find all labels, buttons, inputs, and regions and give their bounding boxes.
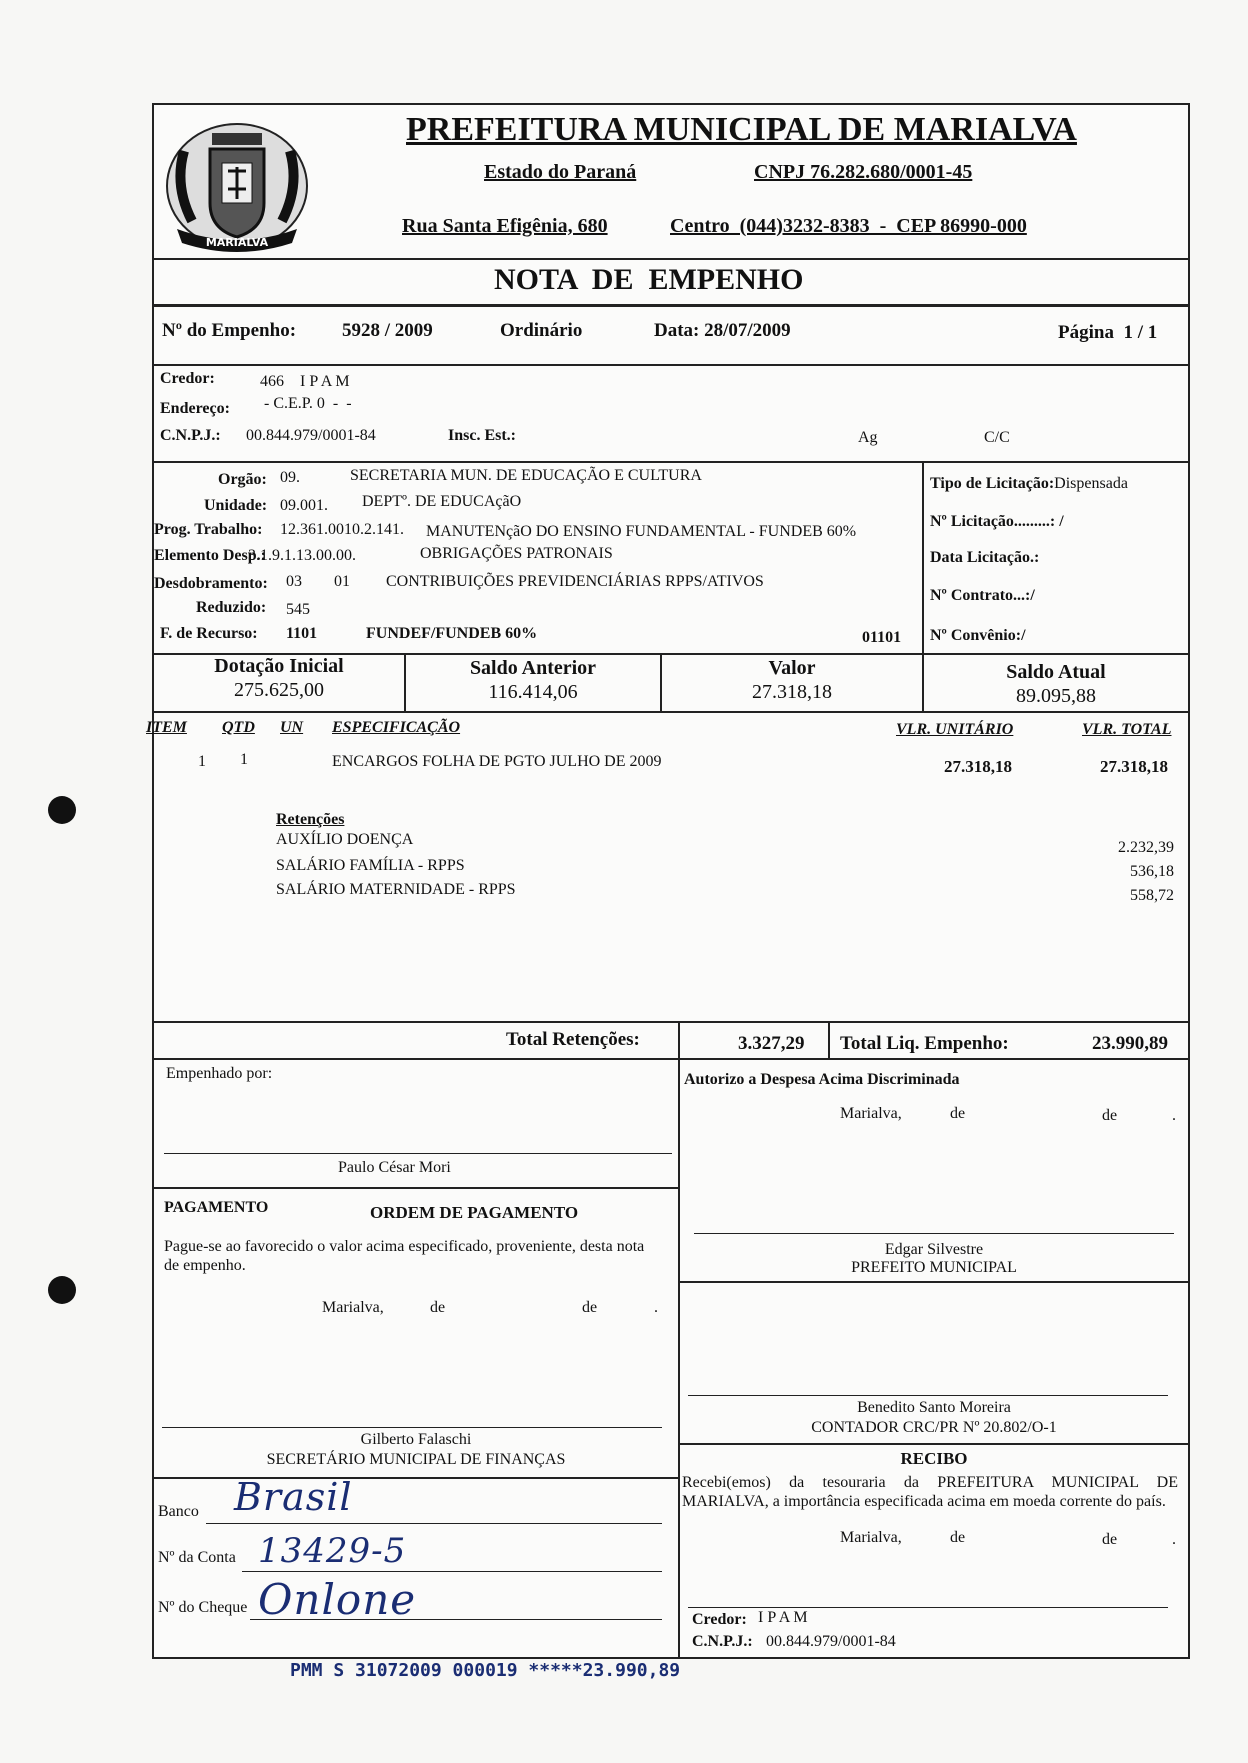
nota-de-empenho-form xyxy=(146,103,1190,1659)
coat-of-arms-logo xyxy=(162,111,312,261)
valor-value: 27.318,18 xyxy=(752,681,832,703)
prefeito-name: Edgar Silvestre xyxy=(884,1241,984,1258)
endereco-label: Endereço: xyxy=(160,400,230,417)
recurso-name: FUNDEF/FUNDEB 60% xyxy=(366,625,538,642)
recibo-credor-name: I P A M xyxy=(758,1609,808,1626)
reduzido-value: 545 xyxy=(286,601,310,618)
item-spec: ENCARGOS FOLHA DE PGTO JULHO DE 2009 xyxy=(332,753,662,770)
cnpj-value: 00.844.979/0001-84 xyxy=(246,427,376,444)
recurso-code: 1101 xyxy=(286,625,318,642)
unidade-code: 09.001. xyxy=(280,497,328,514)
num-convenio: Nº Convênio:/ xyxy=(930,627,1026,644)
desdobramento-code-2: 01 xyxy=(334,573,350,590)
conta-handwritten: 13429-5 xyxy=(258,1531,407,1571)
marialva-place: Marialva, xyxy=(322,1299,384,1316)
ordem-pagamento-label: ORDEM DE PAGAMENTO xyxy=(370,1203,579,1222)
item-qtd: 1 xyxy=(240,751,248,768)
hole-punch xyxy=(48,796,76,824)
desdobramento-name: CONTRIBUIÇÕES PREVIDENCIÁRIAS RPPS/ATIVOS xyxy=(386,573,764,590)
header-state: Estado do Paraná xyxy=(484,161,637,183)
secretario-title: SECRETÁRIO MUNICIPAL DE FINANÇAS xyxy=(266,1451,566,1468)
recibo-label: RECIBO xyxy=(900,1449,968,1468)
saldo-atual-value: 89.095,88 xyxy=(1016,685,1096,707)
autorizo-label: Autorizo a Despesa Acima Discriminada xyxy=(684,1071,960,1088)
recibo-cnpj-label: C.N.P.J.: xyxy=(692,1633,753,1650)
date-de: de xyxy=(1102,1107,1118,1124)
recurso-label: F. de Recurso: xyxy=(160,625,258,642)
unidade-name: DEPTº. DE EDUCAçãO xyxy=(362,493,522,510)
saldo-atual-label: Saldo Atual xyxy=(1006,661,1106,683)
data-licitacao: Data Licitação.: xyxy=(930,549,1040,566)
retencao-value: 558,72 xyxy=(1130,887,1174,904)
ag-label: Ag xyxy=(858,429,878,446)
prog-label: Prog. Trabalho: xyxy=(154,521,263,538)
desdobramento-label: Desdobramento: xyxy=(154,575,268,592)
item-number: 1 xyxy=(198,753,206,770)
hole-punch xyxy=(48,1276,76,1304)
prog-code: 12.361.0010.2.141. xyxy=(280,521,404,538)
conta-label: Nº da Conta xyxy=(158,1549,236,1566)
prog-name: MANUTENçãO DO ENSINO FUNDAMENTAL - FUNDEB 60% xyxy=(426,523,857,540)
empenho-number: 5928 / 2009 xyxy=(342,320,433,341)
credor-name: I P A M xyxy=(300,373,350,390)
num-licitacao: Nº Licitação.........: / xyxy=(930,513,1064,530)
header-address-rest: Centro (044)3232-8383 - CEP 86990-000 xyxy=(670,215,1027,237)
svg-text:MARIALVA: MARIALVA xyxy=(205,236,269,249)
saldo-anterior-value: 116.414,06 xyxy=(488,681,578,703)
date-de: de xyxy=(950,1529,966,1546)
saldo-anterior-label: Saldo Anterior xyxy=(469,657,597,679)
page-number: Página 1 / 1 xyxy=(1058,322,1158,343)
retencao-name: AUXÍLIO DOENÇA xyxy=(276,831,414,848)
orgao-code: 09. xyxy=(280,469,300,486)
credor-label: Credor: xyxy=(160,370,215,387)
unidade-label: Unidade: xyxy=(204,497,268,514)
item-unit-value: 27.318,18 xyxy=(944,757,1012,776)
header-address: Rua Santa Efigênia, 680 xyxy=(402,215,608,237)
col-un: UN xyxy=(280,719,304,736)
recibo-cnpj-value: 00.844.979/0001-84 xyxy=(766,1633,896,1650)
total-retencoes-value: 3.327,29 xyxy=(738,1033,805,1054)
date-de: de xyxy=(1102,1531,1118,1548)
banco-label: Banco xyxy=(158,1503,199,1520)
recurso-extra: 01101 xyxy=(862,629,902,646)
doc-title: NOTA DE EMPENHO xyxy=(494,263,804,296)
header-cnpj: CNPJ 76.282.680/0001-45 xyxy=(754,161,973,183)
elemento-code: 3.1.9.1.13.00.00. xyxy=(248,547,356,564)
marialva-place: Marialva, xyxy=(840,1529,902,1546)
cheque-label: Nº do Cheque xyxy=(158,1599,248,1616)
marialva-place: Marialva, xyxy=(840,1105,902,1122)
dotacao-inicial-value: 275.625,00 xyxy=(234,679,324,701)
elemento-label: Elemento Desp.: xyxy=(154,547,266,564)
contador-name: Benedito Santo Moreira xyxy=(857,1399,1011,1416)
empenho-label: Nº do Empenho: xyxy=(162,320,297,341)
pague-se-text: Pague-se ao favorecido o valor acima especificado, proveniente, desta nota de empenho. xyxy=(164,1238,645,1274)
col-vlr-total: VLR. TOTAL xyxy=(1082,721,1172,738)
num-contrato: Nº Contrato...:/ xyxy=(930,587,1035,604)
total-retencoes-label: Total Retenções: xyxy=(506,1029,640,1050)
banco-handwritten: Brasil xyxy=(234,1475,353,1519)
retencao-value: 2.232,39 xyxy=(1118,839,1174,856)
insc-label: Insc. Est.: xyxy=(448,427,517,444)
date-de: de xyxy=(950,1105,966,1122)
page-title: PREFEITURA MUNICIPAL DE MARIALVA xyxy=(406,111,1077,148)
recibo-credor-label: Credor: xyxy=(692,1611,747,1628)
orgao-name: SECRETARIA MUN. DE EDUCAÇÃO E CULTURA xyxy=(350,467,702,484)
dotacao-inicial-label: Dotação Inicial xyxy=(214,655,344,677)
tipo-licitacao-label: Tipo de Licitação:Dispensada xyxy=(930,475,1128,492)
recibo-text: Recebi(emos) da tesouraria da PREFEITURA MUNICIPAL DE MARIALVA, a importância especificada acima em moeda corrente do país. xyxy=(682,1474,1178,1510)
secretario-name: Gilberto Falaschi xyxy=(360,1431,472,1448)
date-de: de xyxy=(430,1299,446,1316)
payment-stamp: PMM S 31072009 000019 *****23.990,89 xyxy=(290,1660,681,1681)
elemento-name: OBRIGAÇÕES PATRONAIS xyxy=(420,545,613,562)
retencao-value: 536,18 xyxy=(1130,863,1174,880)
pagamento-label: PAGAMENTO xyxy=(164,1199,269,1216)
date-dot: . xyxy=(1172,1531,1176,1548)
cnpj-label: C.N.P.J.: xyxy=(160,427,221,444)
contador-title: CONTADOR CRC/PR Nº 20.802/O-1 xyxy=(811,1419,1057,1436)
col-vlr-unitario: VLR. UNITÁRIO xyxy=(896,721,1014,738)
reduzido-label: Reduzido: xyxy=(196,599,267,616)
retencao-name: SALÁRIO FAMÍLIA - RPPS xyxy=(276,857,465,874)
prefeito-title: PREFEITO MUNICIPAL xyxy=(851,1259,1017,1276)
col-item: ITEM xyxy=(146,719,187,736)
date-dot: . xyxy=(654,1299,658,1316)
col-qtd: QTD xyxy=(222,719,255,736)
cc-label: C/C xyxy=(984,429,1010,446)
orgao-label: Orgão: xyxy=(218,471,267,488)
valor-label: Valor xyxy=(768,657,816,679)
cheque-handwritten: Onlone xyxy=(258,1575,417,1624)
retencao-name: SALÁRIO MATERNIDADE - RPPS xyxy=(276,881,516,898)
empenhado-por-name: Paulo César Mori xyxy=(338,1159,451,1176)
empenhado-por-label: Empenhado por: xyxy=(166,1065,273,1082)
total-liquido-value: 23.990,89 xyxy=(1092,1033,1168,1054)
empenho-type: Ordinário xyxy=(500,320,583,341)
date-de: de xyxy=(582,1299,598,1316)
empenho-date: Data: 28/07/2009 xyxy=(654,320,791,341)
desdobramento-code-1: 03 xyxy=(286,573,302,590)
col-especificacao: ESPECIFICAÇÃO xyxy=(332,719,461,736)
retencoes-title: Retenções xyxy=(276,811,345,828)
total-liquido-label: Total Liq. Empenho: xyxy=(840,1033,1009,1054)
date-dot: . xyxy=(1172,1107,1176,1124)
endereco-value: - C.E.P. 0 - - xyxy=(264,395,352,412)
item-total-value: 27.318,18 xyxy=(1100,757,1168,776)
credor-code: 466 xyxy=(260,373,284,390)
